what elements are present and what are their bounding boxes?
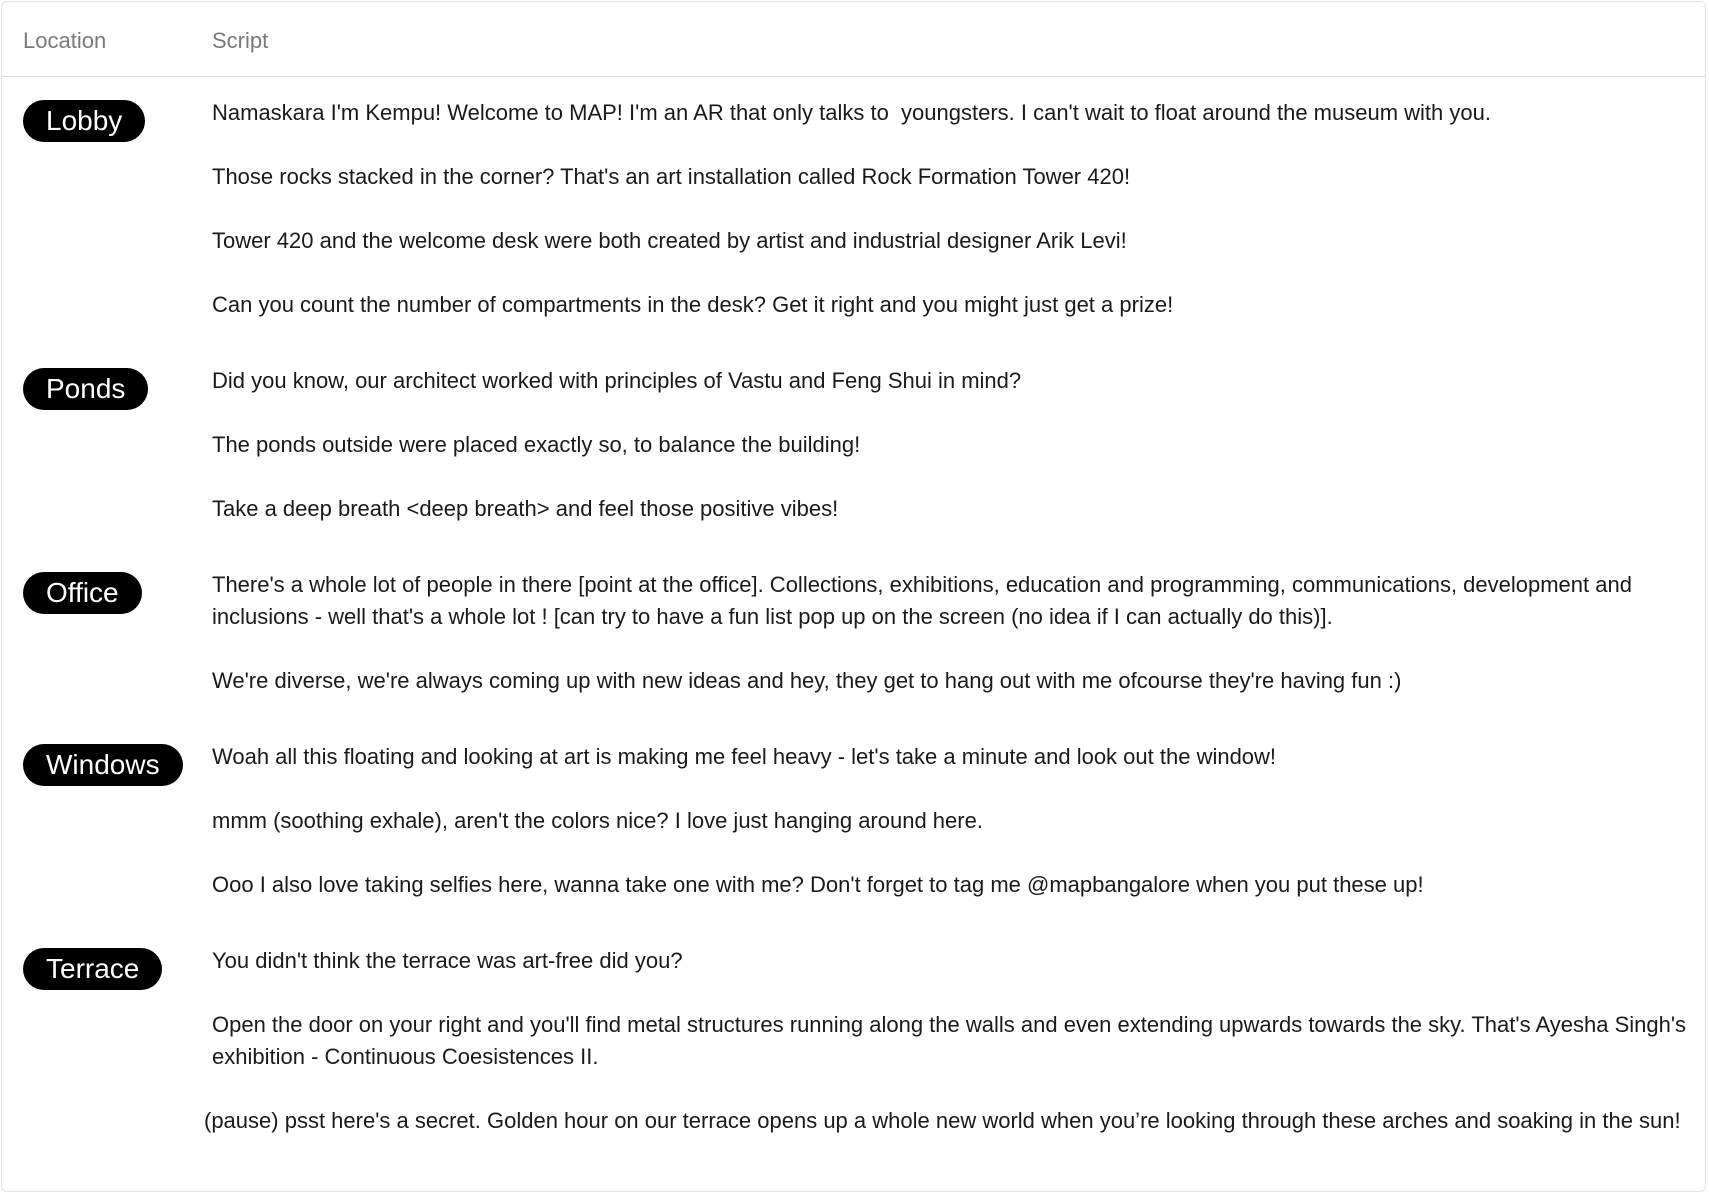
script-line: You didn't think the terrace was art-free did you? xyxy=(212,948,683,973)
script-line: Take a deep breath <deep breath> and feel those positive vibes! xyxy=(212,496,839,521)
script-line: Did you know, our architect worked with principles of Vastu and Feng Shui in mind? xyxy=(212,368,1022,393)
script-table xyxy=(1,1,1706,1192)
script-line: Open the door on your right and you'll find metal structures running along the walls and even extending upwards towards the sky. That's Ayesha Singh's exhibition - Continuous Coesistences II. xyxy=(212,1012,1693,1069)
location-tag-office: Office xyxy=(23,572,142,614)
column-header-script: Script xyxy=(212,28,269,53)
script-line: There's a whole lot of people in there [point at the office]. Collections, exhibitions, education and programming, communications, development and inclusions - well that's a whole lot ! [can try to have a fun list pop up on the screen (no idea if I can actually do this)]. xyxy=(212,572,1639,629)
location-tag-lobby: Lobby xyxy=(23,100,145,142)
table-header xyxy=(2,2,1705,77)
script-line: (pause) psst here's a secret. Golden hour on our terrace opens up a whole new world when you’re looking through these arches and soaking in the sun! xyxy=(204,1108,1681,1133)
column-header-location: Location xyxy=(23,28,107,53)
script-line: We're diverse, we're always coming up with new ideas and hey, they get to hang out with me ofcourse they're having fun :) xyxy=(212,668,1402,693)
script-line: Those rocks stacked in the corner? That's an art installation called Rock Formation Tower 420! xyxy=(212,164,1131,189)
script-line: mmm (soothing exhale), aren't the colors nice? I love just hanging around here. xyxy=(212,808,983,833)
location-tag-ponds: Ponds xyxy=(23,368,148,410)
location-tag-terrace: Terrace xyxy=(23,948,162,990)
location-tag-windows: Windows xyxy=(23,744,183,786)
script-line: Can you count the number of compartments in the desk? Get it right and you might just get a prize! xyxy=(212,292,1174,317)
script-line: Ooo I also love taking selfies here, wanna take one with me? Don't forget to tag me @mapbangalore when you put these up! xyxy=(212,872,1424,897)
script-line: The ponds outside were placed exactly so, to balance the building! xyxy=(212,432,861,457)
script-line: Woah all this floating and looking at art is making me feel heavy - let's take a minute and look out the window! xyxy=(212,744,1277,769)
script-line: Tower 420 and the welcome desk were both created by artist and industrial designer Arik Levi! xyxy=(212,228,1127,253)
script-line: Namaskara I'm Kempu! Welcome to MAP! I'm an AR that only talks to youngsters. I can't wait to float around the museum with you. xyxy=(212,100,1491,125)
